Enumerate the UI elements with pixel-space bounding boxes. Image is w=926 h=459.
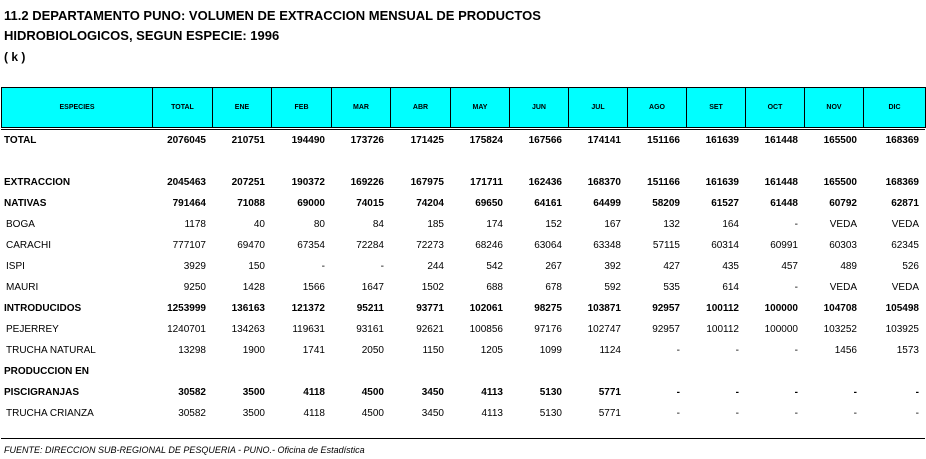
cell-abr: 244	[427, 261, 444, 272]
cell-jul: 167	[604, 219, 621, 230]
cell-jul: 63348	[593, 240, 621, 251]
cell-ene: 3500	[242, 408, 265, 419]
cell-ago	[627, 151, 686, 172]
row-label: MAURI	[6, 282, 39, 293]
cell-ene: 134263	[231, 324, 265, 335]
row-label: PRODUCCION EN	[4, 366, 90, 377]
cell-oct: -	[794, 408, 798, 419]
cell-nov: 1456	[834, 345, 857, 356]
cell-jul: 174141	[587, 135, 621, 146]
cell-ago: 132	[663, 219, 680, 230]
cell-feb: 69000	[297, 198, 325, 209]
cell-ene: 210751	[231, 135, 265, 146]
cell-ene: 1900	[242, 345, 265, 356]
cell-may: 688	[486, 282, 503, 293]
cell-jun: 1099	[539, 345, 562, 356]
cell-oct: 457	[781, 261, 798, 272]
cell-feb: -	[321, 261, 325, 272]
cell-ene: 1428	[242, 282, 265, 293]
cell-set	[686, 151, 745, 172]
column-header-abr: ABR	[391, 88, 451, 128]
cell-abr: 72273	[416, 240, 444, 251]
column-header-nov: NOV	[805, 88, 864, 128]
cell-dic: VEDA	[891, 219, 919, 230]
cell-feb: 4118	[303, 408, 325, 419]
cell-feb: 1741	[302, 345, 325, 356]
cell-jul: 103871	[587, 303, 621, 314]
cell-mar: 72284	[356, 240, 384, 251]
cell-ago: 535	[663, 282, 680, 293]
cell-oct: 100000	[764, 303, 798, 314]
cell-feb: 4118	[303, 387, 325, 398]
cell-set: 60314	[711, 240, 739, 251]
cell-jun	[509, 361, 568, 382]
cell-ago	[627, 361, 686, 382]
cell-mar: 84	[372, 219, 384, 230]
column-header-dic: DIC	[864, 88, 926, 128]
cell-nov: 165500	[823, 177, 857, 188]
cell-total: 9250	[183, 282, 206, 293]
cell-nov	[804, 151, 863, 172]
cell-oct: -	[794, 219, 798, 230]
cell-mar: 169226	[350, 177, 384, 188]
cell-ago: 92957	[652, 303, 680, 314]
cell-ene: 69470	[237, 240, 265, 251]
column-header-jul: JUL	[569, 88, 628, 128]
column-header-mar: MAR	[332, 88, 391, 128]
cell-nov: -	[853, 408, 857, 419]
cell-feb: 80	[313, 219, 325, 230]
cell-total: 791464	[172, 198, 206, 209]
cell-mar: 74015	[356, 198, 384, 209]
cell-dic	[863, 151, 925, 172]
cell-nov: VEDA	[829, 219, 857, 230]
column-header-set: SET	[687, 88, 746, 128]
cell-jul: 168370	[587, 177, 621, 188]
column-header-ago: AGO	[628, 88, 687, 128]
table-bottom-rule	[1, 438, 925, 439]
cell-set: 164	[722, 219, 739, 230]
row-label: PEJERREY	[6, 324, 59, 335]
cell-jun: 5130	[539, 408, 562, 419]
row-label: PISCIGRANJAS	[4, 387, 80, 398]
table-row	[1, 130, 925, 151]
cell-jun	[509, 151, 568, 172]
source-footnote: FUENTE: DIRECCION SUB-REGIONAL DE PESQUERIA - PUNO.- Oficina de Estadística	[4, 445, 365, 455]
cell-abr: 93771	[416, 303, 444, 314]
cell-total: 30582	[178, 387, 206, 398]
cell-jun: 162436	[528, 177, 562, 188]
cell-oct: -	[794, 345, 798, 356]
cell-set: -	[735, 345, 739, 356]
cell-ene: 136163	[231, 303, 265, 314]
cell-may: 175824	[469, 135, 503, 146]
cell-ago: 151166	[647, 177, 680, 188]
table-row	[1, 277, 925, 298]
cell-mar	[331, 361, 390, 382]
cell-nov: VEDA	[829, 282, 857, 293]
cell-feb: 1566	[302, 282, 325, 293]
cell-mar: 2050	[361, 345, 384, 356]
cell-set: 161639	[705, 177, 739, 188]
cell-ene: 3500	[242, 387, 265, 398]
cell-may: 4113	[481, 408, 503, 419]
column-header-feb: FEB	[272, 88, 332, 128]
cell-jun: 64161	[534, 198, 562, 209]
table-row	[1, 151, 925, 172]
cell-ene	[212, 151, 271, 172]
cell-oct: 61448	[770, 198, 798, 209]
cell-nov: 489	[840, 261, 857, 272]
cell-total: 777107	[172, 240, 206, 251]
cell-ago: -	[676, 408, 680, 419]
cell-oct: 161448	[764, 177, 798, 188]
cell-oct: -	[794, 387, 798, 398]
cell-feb: 190372	[291, 177, 325, 188]
data-table	[1, 130, 925, 424]
cell-nov: 103252	[823, 324, 857, 335]
table-row	[1, 340, 925, 361]
cell-feb: 194490	[291, 135, 325, 146]
column-header-row	[1, 87, 926, 128]
column-header-jun: JUN	[510, 88, 569, 128]
table-row	[1, 361, 925, 382]
cell-dic: -	[915, 387, 919, 398]
cell-jul	[568, 151, 627, 172]
cell-jun: 5130	[539, 387, 562, 398]
cell-may: 100856	[469, 324, 503, 335]
cell-mar: 4500	[361, 387, 384, 398]
cell-set	[686, 361, 745, 382]
units-label: ( k )	[4, 50, 26, 64]
cell-may: 69650	[475, 198, 503, 209]
cell-total: 13298	[178, 345, 206, 356]
cell-ago: -	[676, 345, 680, 356]
cell-abr: 167975	[410, 177, 444, 188]
cell-may	[450, 151, 509, 172]
table-title-line2: HIDROBIOLOGICOS, SEGUN ESPECIE: 1996	[4, 28, 280, 43]
cell-mar: 4500	[361, 408, 384, 419]
table-row	[1, 298, 925, 319]
cell-mar: 93161	[356, 324, 384, 335]
cell-total: 30582	[178, 408, 206, 419]
cell-dic	[863, 361, 925, 382]
cell-dic: 62345	[891, 240, 919, 251]
cell-abr: 92621	[416, 324, 444, 335]
cell-jul: 64499	[593, 198, 621, 209]
cell-may: 4113	[481, 387, 503, 398]
column-header-total: TOTAL	[153, 88, 213, 128]
cell-dic: 168369	[885, 135, 919, 146]
cell-jun: 152	[545, 219, 562, 230]
cell-jun: 267	[545, 261, 562, 272]
cell-abr: 3450	[421, 387, 444, 398]
cell-set: -	[735, 408, 739, 419]
cell-may	[450, 361, 509, 382]
row-label: CARACHI	[6, 240, 52, 251]
cell-dic: -	[915, 408, 919, 419]
cell-abr: 1502	[421, 282, 444, 293]
cell-nov: 104708	[823, 303, 857, 314]
row-label: TOTAL	[4, 135, 37, 146]
cell-ago: 57115	[652, 240, 680, 251]
cell-may: 174	[486, 219, 503, 230]
cell-jun: 678	[545, 282, 562, 293]
cell-dic: 1573	[896, 345, 919, 356]
cell-may: 1205	[480, 345, 503, 356]
cell-total	[152, 151, 212, 172]
cell-jun: 98275	[534, 303, 562, 314]
cell-feb: 67354	[297, 240, 325, 251]
cell-jun: 167566	[528, 135, 562, 146]
table-row	[1, 193, 925, 214]
row-label: EXTRACCION	[4, 177, 71, 188]
cell-total	[152, 361, 212, 382]
cell-ene	[212, 361, 271, 382]
cell-abr	[390, 361, 450, 382]
cell-dic: 103925	[885, 324, 919, 335]
cell-oct	[745, 151, 804, 172]
cell-set: -	[735, 387, 739, 398]
cell-feb	[271, 361, 331, 382]
cell-ene: 207251	[231, 177, 265, 188]
cell-total: 2045463	[167, 177, 206, 188]
cell-dic: VEDA	[891, 282, 919, 293]
column-header-may: MAY	[451, 88, 510, 128]
cell-jul	[568, 361, 627, 382]
cell-set: 614	[722, 282, 739, 293]
cell-jul: 392	[604, 261, 621, 272]
cell-set: 100112	[706, 303, 739, 314]
table-row	[1, 382, 925, 403]
cell-jul: 5771	[598, 387, 621, 398]
cell-feb: 119631	[292, 324, 325, 335]
cell-oct: -	[794, 282, 798, 293]
cell-abr: 171425	[410, 135, 444, 146]
row-label: TRUCHA NATURAL	[6, 345, 96, 356]
cell-set: 100112	[706, 324, 739, 335]
table-row	[1, 256, 925, 277]
table-row	[1, 172, 925, 193]
cell-abr: 1150	[422, 345, 444, 356]
cell-mar	[331, 151, 390, 172]
cell-ene: 71088	[237, 198, 265, 209]
table-row	[1, 214, 925, 235]
cell-may: 102061	[469, 303, 503, 314]
cell-ene: 150	[248, 261, 265, 272]
table-title: 11.2 DEPARTAMENTO PUNO: VOLUMEN DE EXTRACCION MENSUAL DE PRODUCTOS	[4, 8, 541, 23]
cell-may: 68246	[475, 240, 503, 251]
cell-ago: 92957	[652, 324, 680, 335]
cell-jun: 97176	[534, 324, 562, 335]
table-row	[1, 235, 925, 256]
row-label: BOGA	[6, 219, 35, 230]
cell-dic: 62871	[891, 198, 919, 209]
cell-abr	[390, 151, 450, 172]
cell-nov: 60792	[829, 198, 857, 209]
cell-total: 2076045	[167, 135, 206, 146]
cell-mar: 95211	[356, 303, 384, 314]
cell-total: 1178	[184, 219, 206, 230]
cell-oct: 60991	[770, 240, 798, 251]
row-label: ISPI	[6, 261, 25, 272]
cell-ene: 40	[253, 219, 265, 230]
cell-total: 1253999	[167, 303, 206, 314]
cell-set: 61527	[711, 198, 739, 209]
cell-mar: 173726	[350, 135, 384, 146]
cell-ago: 58209	[652, 198, 680, 209]
cell-nov: -	[853, 387, 857, 398]
column-header-oct: OCT	[746, 88, 805, 128]
cell-jul: 592	[604, 282, 621, 293]
cell-oct	[745, 361, 804, 382]
cell-jul: 102747	[587, 324, 621, 335]
cell-feb	[271, 151, 331, 172]
cell-dic: 105498	[885, 303, 919, 314]
cell-dic: 168369	[885, 177, 919, 188]
cell-ago: 151166	[647, 135, 680, 146]
cell-jul: 1124	[599, 345, 621, 356]
cell-abr: 3450	[421, 408, 444, 419]
cell-mar: -	[380, 261, 384, 272]
cell-nov: 60303	[829, 240, 857, 251]
cell-set: 435	[722, 261, 739, 272]
row-label: NATIVAS	[4, 198, 47, 209]
cell-jun: 63064	[534, 240, 562, 251]
cell-ago: -	[676, 387, 680, 398]
cell-feb: 121372	[291, 303, 325, 314]
row-label	[1, 151, 152, 172]
row-label: INTRODUCIDOS	[4, 303, 82, 314]
cell-may: 171711	[470, 177, 503, 188]
cell-may: 542	[486, 261, 503, 272]
cell-abr: 185	[427, 219, 444, 230]
cell-oct: 100000	[764, 324, 798, 335]
cell-dic: 526	[902, 261, 919, 272]
column-header-ene: ENE	[213, 88, 272, 128]
cell-ago: 427	[663, 261, 680, 272]
cell-total: 1240701	[167, 324, 206, 335]
cell-nov	[804, 361, 863, 382]
column-header-especies: ESPECIES	[2, 88, 153, 128]
cell-set: 161639	[705, 135, 739, 146]
cell-abr: 74204	[416, 198, 444, 209]
cell-mar: 1647	[361, 282, 384, 293]
cell-nov: 165500	[823, 135, 857, 146]
row-label: TRUCHA CRIANZA	[6, 408, 94, 419]
cell-jul: 5771	[598, 408, 621, 419]
table-row	[1, 319, 925, 340]
table-row	[1, 403, 925, 424]
cell-total: 3929	[183, 261, 206, 272]
cell-oct: 161448	[764, 135, 798, 146]
